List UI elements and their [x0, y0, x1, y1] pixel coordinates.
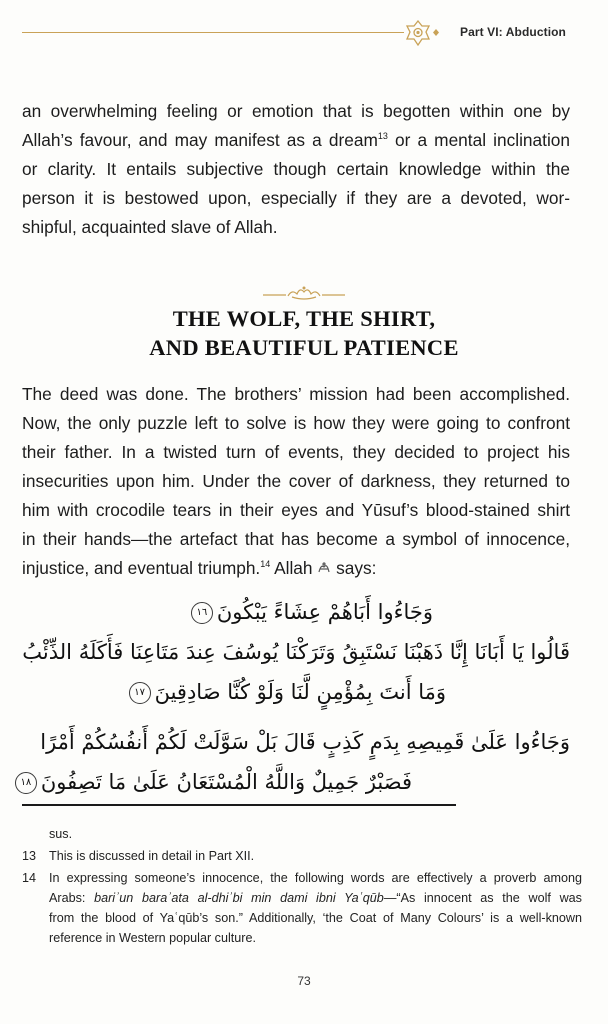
arabic-text: فَصَبْرٌ جَمِيلٌ وَاللَّهُ الْمُسْتَعَانُ عَلَىٰ مَا تَصِفُونَ — [40, 770, 412, 794]
footnote-ref-14[interactable]: 14 — [260, 559, 271, 570]
text-fragment: —“As innocent as the wolf was — [383, 891, 582, 905]
transliteration: bariʾun baraʾata al-dhiʾbi min dami ibni Yaʿqūb — [94, 891, 384, 905]
text-line: shipful, acquainted slave of Allah. — [22, 217, 278, 237]
running-header — [22, 18, 588, 48]
footnote-14 — [22, 868, 582, 948]
text-line — [22, 126, 570, 155]
text-line: Now, the only puzzle left to solve is how they were going to confront — [22, 413, 570, 433]
ayah-number-16: ١٦ — [191, 602, 213, 624]
text-line — [22, 554, 570, 583]
quran-verse-16 — [187, 600, 433, 624]
text-line — [49, 888, 582, 908]
text-fragment: Allah — [270, 558, 318, 578]
part-title: Part VI: Abduction — [459, 25, 566, 39]
ornament-icon — [405, 20, 467, 46]
footnote-rule — [22, 804, 456, 806]
quran-verse-18-line-1: وَجَاءُوا عَلَىٰ قَمِيصِهِ بِدَمٍ كَذِبٍ قَالَ بَلْ سَوَّلَتْ لَكُمْ أَنفُسُكُمْ أَمْرًا — [40, 730, 570, 754]
quran-verse-17-line-1: قَالُوا يَا أَبَانَا إِنَّا ذَهَبْنَا نَسْتَبِقُ وَتَرَكْنَا يُوسُفَ عِندَ مَتَاعِنَا فَأَكَلَهُ الذِّئْبُ — [22, 640, 570, 664]
text-fragment: injustice, and eventual triumph. — [22, 558, 261, 578]
text-line: an overwhelming feeling or emotion that is begotten within one by — [22, 101, 570, 121]
quran-verse-17-line-2 — [125, 680, 446, 704]
text-line: or clarity. It entails subjective though certain knowledge within the — [22, 159, 570, 179]
text-line: from the blood of Yaʿqūb’s son.” Additionally, ‘the Coat of Many Colours’ is a well-known — [49, 911, 582, 925]
arabic-text: وَجَاءُوا أَبَاهُمْ عِشَاءً يَبْكُونَ — [216, 600, 433, 624]
quran-verse-18-line-2 — [11, 770, 412, 794]
text-line: him with crocodile tears in their eyes and Yūsuf’s blood-stained shirt — [22, 500, 570, 520]
footnote-text — [49, 868, 582, 948]
text-line: in their hands—the artefact that has become a symbol of innocence, — [22, 529, 570, 549]
section-divider-ornament — [262, 284, 346, 302]
arabic-text: وَمَا أَنتَ بِمُؤْمِنٍ لَّنَا وَلَوْ كُنَّا صَادِقِينَ — [154, 680, 446, 704]
honorific-glyph-icon — [317, 561, 331, 575]
text-line: insecurities upon him. Under the cover of darkness, they returned to — [22, 471, 570, 491]
text-fragment: Allah’s favour, and may manifest as a dream — [22, 130, 378, 150]
header-rule — [22, 32, 404, 33]
body-paragraph — [22, 380, 570, 583]
footnote-ref-13[interactable]: 13 — [377, 131, 388, 142]
footnote-number: 14 — [22, 871, 37, 885]
footnote-13 — [22, 846, 582, 866]
text-fragment: says: — [331, 558, 377, 578]
section-heading-line-2: AND BEAUTIFUL PATIENCE — [149, 335, 459, 360]
text-line: their father. In a twisted turn of events, they decided to project his — [22, 442, 570, 462]
text-line: person it is bestowed upon, especially if they are a devoted, wor- — [22, 188, 570, 208]
text-fragment: or a mental inclination — [387, 130, 571, 150]
ayah-number-17: ١٧ — [129, 682, 151, 704]
text-line: The deed was done. The brothers’ mission had been accomplished. — [22, 384, 570, 404]
intro-paragraph — [22, 97, 570, 242]
section-heading-line-1: THE WOLF, THE SHIRT, — [172, 306, 436, 331]
text-line: reference in Western popular culture. — [49, 931, 256, 945]
footnote-text: sus. — [49, 827, 73, 841]
footnote-number: 13 — [22, 849, 37, 863]
text-fragment: Arabs: — [49, 891, 95, 905]
footnote-continuation — [22, 824, 582, 844]
footnote-text: This is discussed in detail in Part XII. — [49, 849, 255, 863]
ayah-number-18: ١٨ — [15, 772, 37, 794]
text-line: In expressing someone’s innocence, the following words are effectively a proverb among — [49, 871, 582, 885]
page-number: 73 — [297, 974, 311, 988]
